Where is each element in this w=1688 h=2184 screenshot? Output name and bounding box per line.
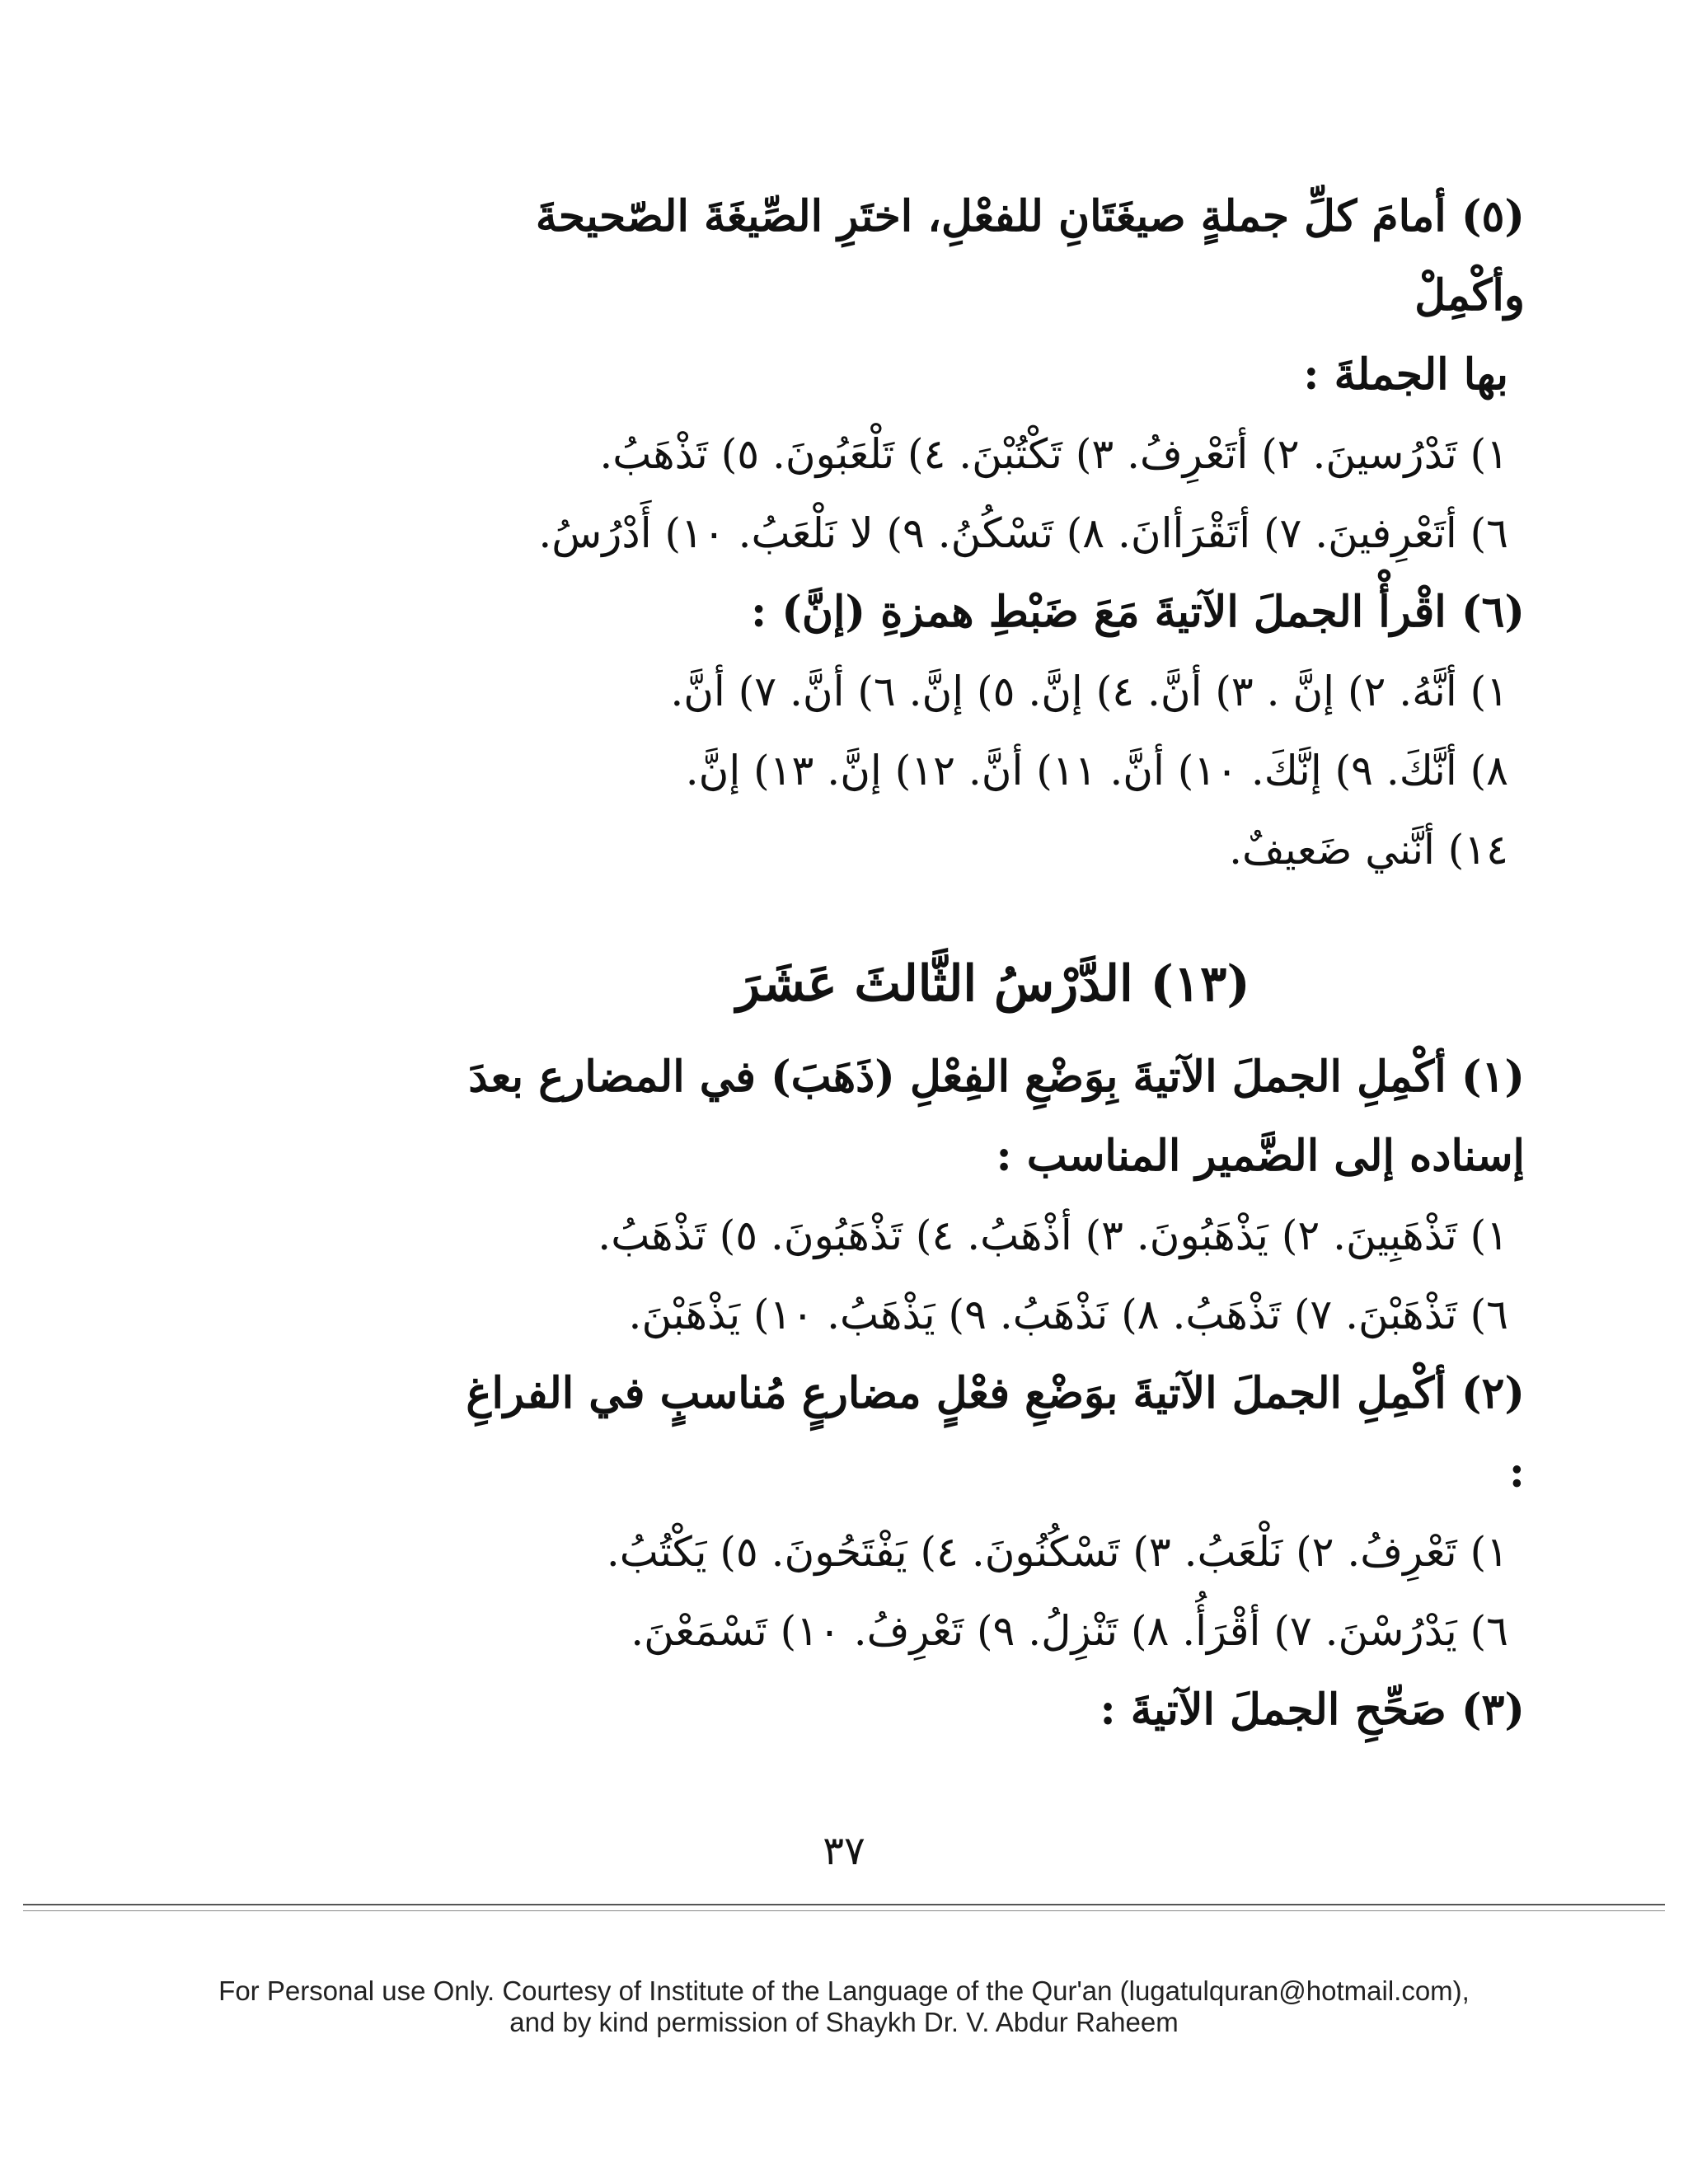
lesson-exercise-3 xyxy=(462,1671,1525,1750)
exercise-heading: (٦) اقْرأْ الجملَ الآتيةَ مَعَ ضَبْطِ همزةِ (إنَّ) : xyxy=(750,587,1525,637)
footer-line: For Personal use Only. Courtesy of Institute of the Language of the Qur'an (lugatulquran@hotmail.com), xyxy=(218,1975,1470,2006)
page-number: ٣٧ xyxy=(823,1828,865,1874)
page-content xyxy=(462,177,1525,1750)
exercise-heading: (١) أكْمِلِ الجملَ الآتيةَ بِوَضْعِ الفِعْلِ (ذَهَبَ) في المضارع بعدَ xyxy=(468,1052,1525,1102)
exercise-heading: (٥) أمامَ كلِّ جملةٍ صيغَتَانِ للفعْلِ، اختَرِ الصِّيغَةَ الصّحيحةَ وأكْمِلْ xyxy=(535,191,1525,321)
answer-line: ١) أنَّهُ. ٢) إنَّ . ٣) أنَّ. ٤) إنَّ. ٥) إنَّ. ٦) أنَّ. ٧) أنَّ. xyxy=(670,668,1508,715)
lesson-exercise-2 xyxy=(462,1354,1525,1671)
lesson-exercise-1 xyxy=(462,1038,1525,1354)
answer-line: ١) تَدْرُسينَ. ٢) أتَعْرِفُ. ٣) تَكْتُبْنَ. ٤) تَلْعَبُونَ. ٥) تَذْهَبُ. xyxy=(599,430,1508,478)
footer-divider xyxy=(23,1904,1665,1905)
answer-line: ٦) أتَعْرِفينَ. ٧) أتَقْرَأانَ. ٨) تَسْكُنُ. ٩) لا نَلْعَبُ. ١٠) أَدْرُسُ. xyxy=(538,509,1508,557)
answer-line: ١٤) أنَّني ضَعيفٌ. xyxy=(1229,826,1508,874)
footer-divider-thin xyxy=(23,1910,1665,1911)
answer-line: ٨) أنَّكَ. ٩) إنَّكَ. ١٠) أنَّ. ١١) أنَّ. ١٢) إنَّ. ١٣) إنَّ. xyxy=(685,747,1508,794)
exercise-5 xyxy=(462,177,1525,573)
footer-line: and by kind permission of Shaykh Dr. V. Abdur Raheem xyxy=(509,2007,1179,2037)
answer-line: ١) تَذْهَبِينَ. ٢) يَذْهَبُونَ. ٣) أذْهَبُ. ٤) تَذْهَبُونَ. ٥) تَذْهَبُ. xyxy=(598,1212,1508,1259)
answer-line: ١) تَعْرِفُ. ٢) نَلْعَبُ. ٣) تَسْكُنُونَ. ٤) يَفْتَحُونَ. ٥) يَكْتُبُ. xyxy=(606,1528,1508,1576)
exercise-heading: (٣) صَحِّحِ الجملَ الآتيةَ : xyxy=(1100,1685,1525,1735)
answer-line: ٦) تَذْهَبْنَ. ٧) تَذْهَبُ. ٨) نَذْهَبُ. ٩) يَذْهَبُ. ١٠) يَذْهَبْنَ. xyxy=(628,1291,1508,1338)
exercise-heading-continued: بها الجملةَ : xyxy=(1303,349,1508,400)
exercise-6 xyxy=(462,573,1525,889)
answer-line: ٦) يَدْرُسْنَ. ٧) أقْرَأُ. ٨) تَنْزِلُ. ٩) تَعْرِفُ. ١٠) تَسْمَعْنَ. xyxy=(631,1607,1508,1655)
lesson-title: (١٣) الدَّرْسُ الثَّالثَ عَشَرَ xyxy=(736,955,1250,1013)
footer-notice xyxy=(0,1975,1688,2038)
exercise-heading: (٢) أكْمِلِ الجملَ الآتيةَ بوَضْعِ فعْلٍ مضارعٍ مُناسبٍ في الفراغِ : xyxy=(466,1368,1525,1497)
exercise-heading-continued: إسناده إلى الضَّمير المناسب : xyxy=(996,1131,1525,1181)
